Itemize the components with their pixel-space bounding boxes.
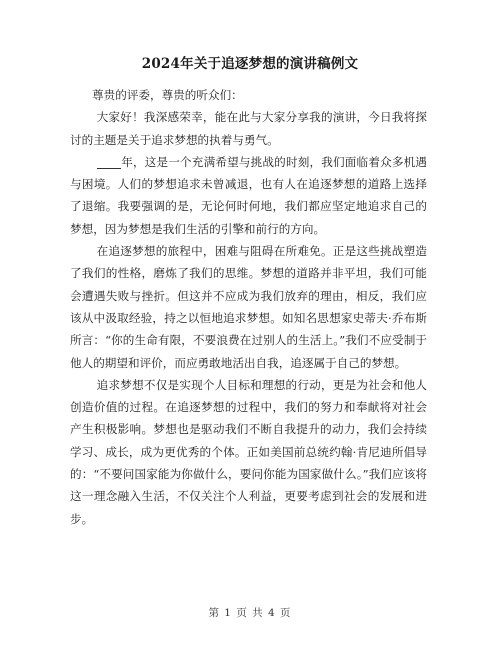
greeting-line: 尊贵的评委，尊贵的听众们： [92, 88, 243, 102]
page-footer: 第 1 页 共 4 页 [208, 607, 292, 619]
paragraph-4: 追求梦想不仅是实现个人目标和理想的行动，更是为社会和他人创造价值的过程。在追逐梦想的过程中，我们的努力和奉献将对社会产生积极影响。梦想也是驱动我们不断自我提升的动力，我们会持续学习、成长，成为更优秀的个体。正如美国前总统约翰·肯尼迪所倡导的：“不要问国家能为你做什么，要问你能为国家做什么。”我们应该将这一理念融入生活，不仅关注个人利益，更要考虑到社会的发展和进步。 [70, 377, 427, 526]
paragraph-3: 在追逐梦想的旅程中，困难与阻碍在所难免。正是这些挑战塑造了我们的性格，磨炼了我们的思维。梦想的道路并非平坦，我们可能会遭遇失败与挫折。但这并不应成为我们放弃的理由，相反，我们应该从中汲取经验，持之以恒地追求梦想。如知名思想家史蒂夫·乔布斯所言：“你的生命有限，不要浪费在过别人的生活上。”我们不应受制于他人的期望和评价，而应勇敢地活出自我，追逐属于自己的梦想。 [70, 244, 427, 370]
paragraph-1: 大家好！我深感荣幸，能在此与大家分享我的演讲，今日我将探讨的主题是关于追求梦想的执着与勇气。 [70, 110, 427, 147]
year-blank-line [97, 156, 121, 169]
document-body [70, 84, 427, 530]
paragraph-2 [70, 151, 427, 240]
document-title: 2024年关于追逐梦想的演讲稿例文 [141, 56, 359, 72]
paragraph-2-text: 年，这是一个充满希望与挑战的时刻，我们面临着众多机遇与困境。人们的梦想追求未曾减退，也有人在追逐梦想的道路上选择了退缩。我要强调的是，无论何时何地，我们都应坚定地追求自己的梦想，因为梦想是我们生活的引擎和前行的方向。 [70, 154, 427, 236]
